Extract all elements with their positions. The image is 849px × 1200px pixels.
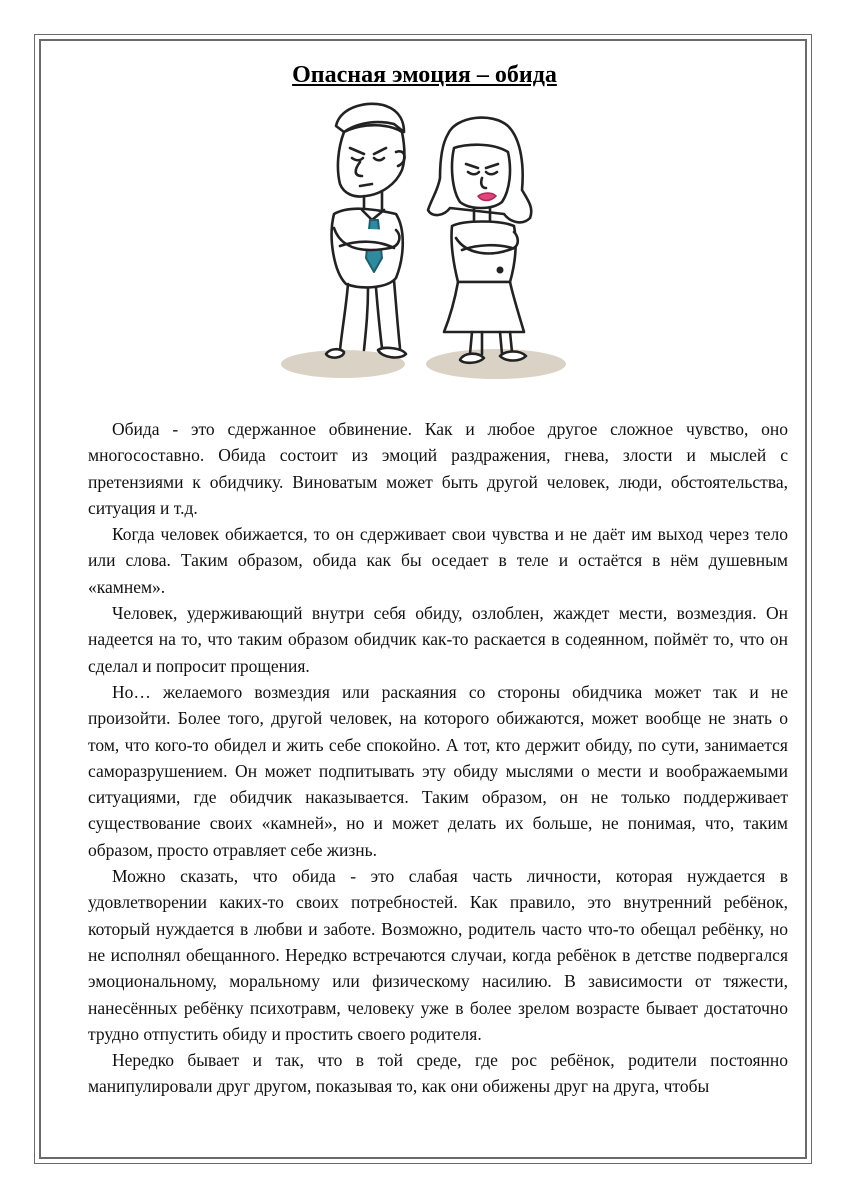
article-text: [88, 416, 788, 1100]
paragraph: Нередко бывает и так, что в той среде, где рос ребёнок, родители постоянно манипулировали друг другом, показывая то, как они обижены друг на друга, чтобы: [88, 1050, 788, 1097]
woman-figure: [428, 118, 531, 363]
man-figure: [326, 104, 406, 358]
paragraph: Можно сказать, что обида - это слабая часть личности, которая нуждается в удовлетворении каких-то своих потребностей. Как правило, это внутренний ребёнок, который нуждается в любви и заботе. Возможно, родитель часто что-то обещал ребёнку, но не исполнял обещанного. Нередко встречаются случаи, когда ребёнок в детстве подвергался эмоциональному, моральному или физическому насилию. В зависимости от тяжести, нанесённых ребёнку психотравм, человеку уже в более зрелом возрасте бывает достаточно трудно отпустить обиду и простить своего родителя.: [88, 866, 788, 1044]
paragraph: Когда человек обижается, то он сдерживает свои чувства и не даёт им выход через тело или слова. Таким образом, обида как бы оседает в теле и остаётся в нём душевным «камнем».: [88, 524, 788, 597]
woman-shadow: [426, 349, 566, 379]
offended-couple-illustration: [278, 98, 578, 390]
page-title: Опасная эмоция – обида: [292, 62, 557, 88]
paragraph: Обида - это сдержанное обвинение. Как и любое другое сложное чувство, оно многосоставно. Обида состоит из эмоций раздражения, гнева, злости и мыслей с претензиями к обидчику. Виноватым может быть другой человек, люди, обстоятельства, ситуация и т.д.: [88, 419, 788, 518]
paragraph: Человек, удерживающий внутри себя обиду, озлоблен, жаждет мести, возмездия. Он надеется на то, что таким образом обидчик как-то раскается в содеянном, поймёт то, что он сделал и попросит прощения.: [88, 603, 788, 676]
paragraph: Но… желаемого возмездия или раскаяния со стороны обидчика может так и не произойти. Более того, другой человек, на которого обижаются, может вообще не знать о том, что кого-то обидел и жить себе спокойно. А тот, кто держит обиду, по сути, занимается саморазрушением. Он может подпитывать эту обиду мыслями о мести и воображаемыми ситуациями, где обидчик наказывается. Таким образом, он не только поддерживает существование своих «камней», но и может делать их больше, не понимая, что, таким образом, просто отравляет себе жизнь.: [88, 681, 788, 860]
